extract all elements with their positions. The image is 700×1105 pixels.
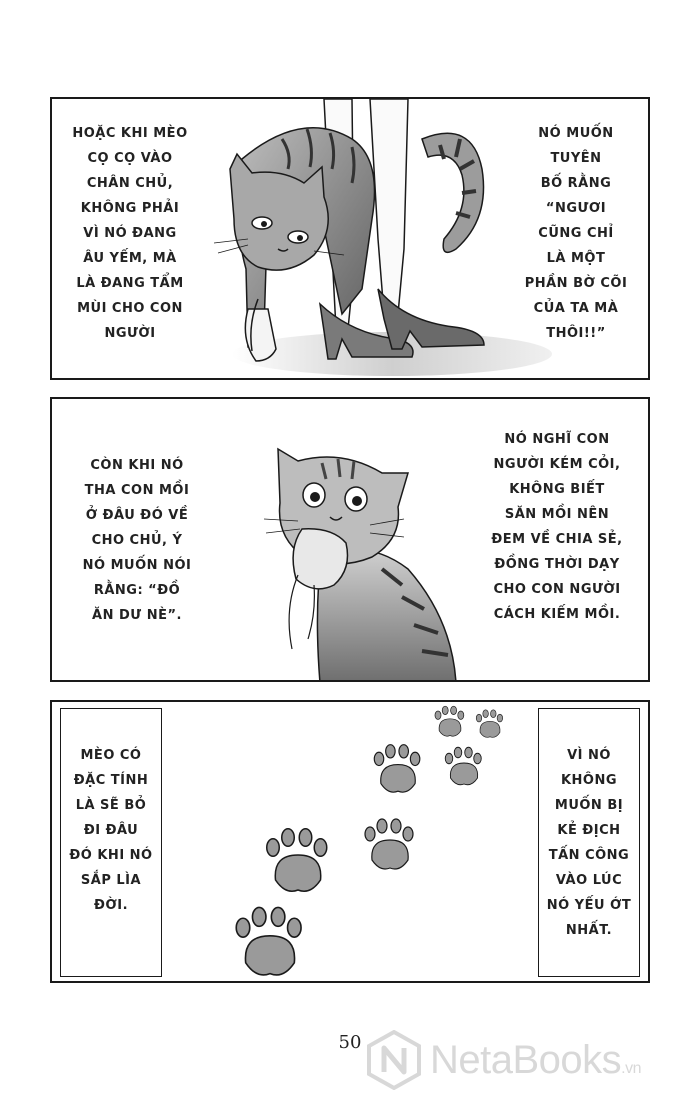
paw-print-icon xyxy=(435,706,464,736)
paw-print-icon xyxy=(445,747,481,785)
panel-2-left-caption: CÒN KHI NÓ THA CON MỒI Ở ĐÂU ĐÓ VỀ CHO CHỦ, Ý NÓ MUỐN NÓI RẰNG: “ĐỒ ĂN DƯ NÈ”. xyxy=(82,458,192,623)
page-number: 50 xyxy=(338,1032,362,1053)
paw-print-icon xyxy=(267,829,327,892)
comic-panel-1 xyxy=(50,97,650,380)
comic-panel-2 xyxy=(50,397,650,682)
panel-2-right-caption: NÓ NGHĨ CON NGƯỜI KÉM CỎI, KHÔNG BIẾT SĂN MỒI NÊN ĐEM VỀ CHIA SẺ, ĐỒNG THỜI DẠY CHO CON NGƯỜI CÁCH KIẾM MỒI. xyxy=(491,432,623,622)
comic-panel-3 xyxy=(50,700,650,983)
panel-1-right-caption: NÓ MUỐN TUYÊN BỐ RẰNG “NGƯƠI CŨNG CHỈ LÀ MỘT PHẦN BỜ CÕI CỦA TA MÀ THÔI!!” xyxy=(524,126,628,341)
panel-3-right-caption-box xyxy=(538,708,640,977)
paw-print-icon xyxy=(236,907,301,975)
panel-3-right-caption: VÌ NÓ KHÔNG MUỐN BỊ KẺ ĐỊCH TẤN CÔNG VÀO LÚC NÓ YẾU ỚT NHẤT. xyxy=(546,748,632,938)
paw-print-icon xyxy=(374,745,420,793)
panel-3-left-caption: MÈO CÓ ĐẶC TÍNH LÀ SẼ BỎ ĐI ĐÂU ĐÓ KHI NÓ SẮP LÌA ĐỜI. xyxy=(69,748,153,913)
paw-print-icon xyxy=(476,710,502,738)
watermark-brand: NetaBooks.vn xyxy=(430,1037,642,1082)
panel-1-left-caption: HOẶC KHI MÈO CỌ CỌ VÀO CHÂN CHỦ, KHÔNG PHẢI VÌ NÓ ĐANG ÂU YẾM, MÀ LÀ ĐANG TẨM MÙI CHO CON NGƯỜI xyxy=(72,126,188,341)
paw-print-icon xyxy=(365,819,413,869)
netabooks-logo-icon xyxy=(366,1030,422,1090)
watermark xyxy=(366,1028,696,1092)
panel-3-left-caption-box xyxy=(60,708,162,977)
